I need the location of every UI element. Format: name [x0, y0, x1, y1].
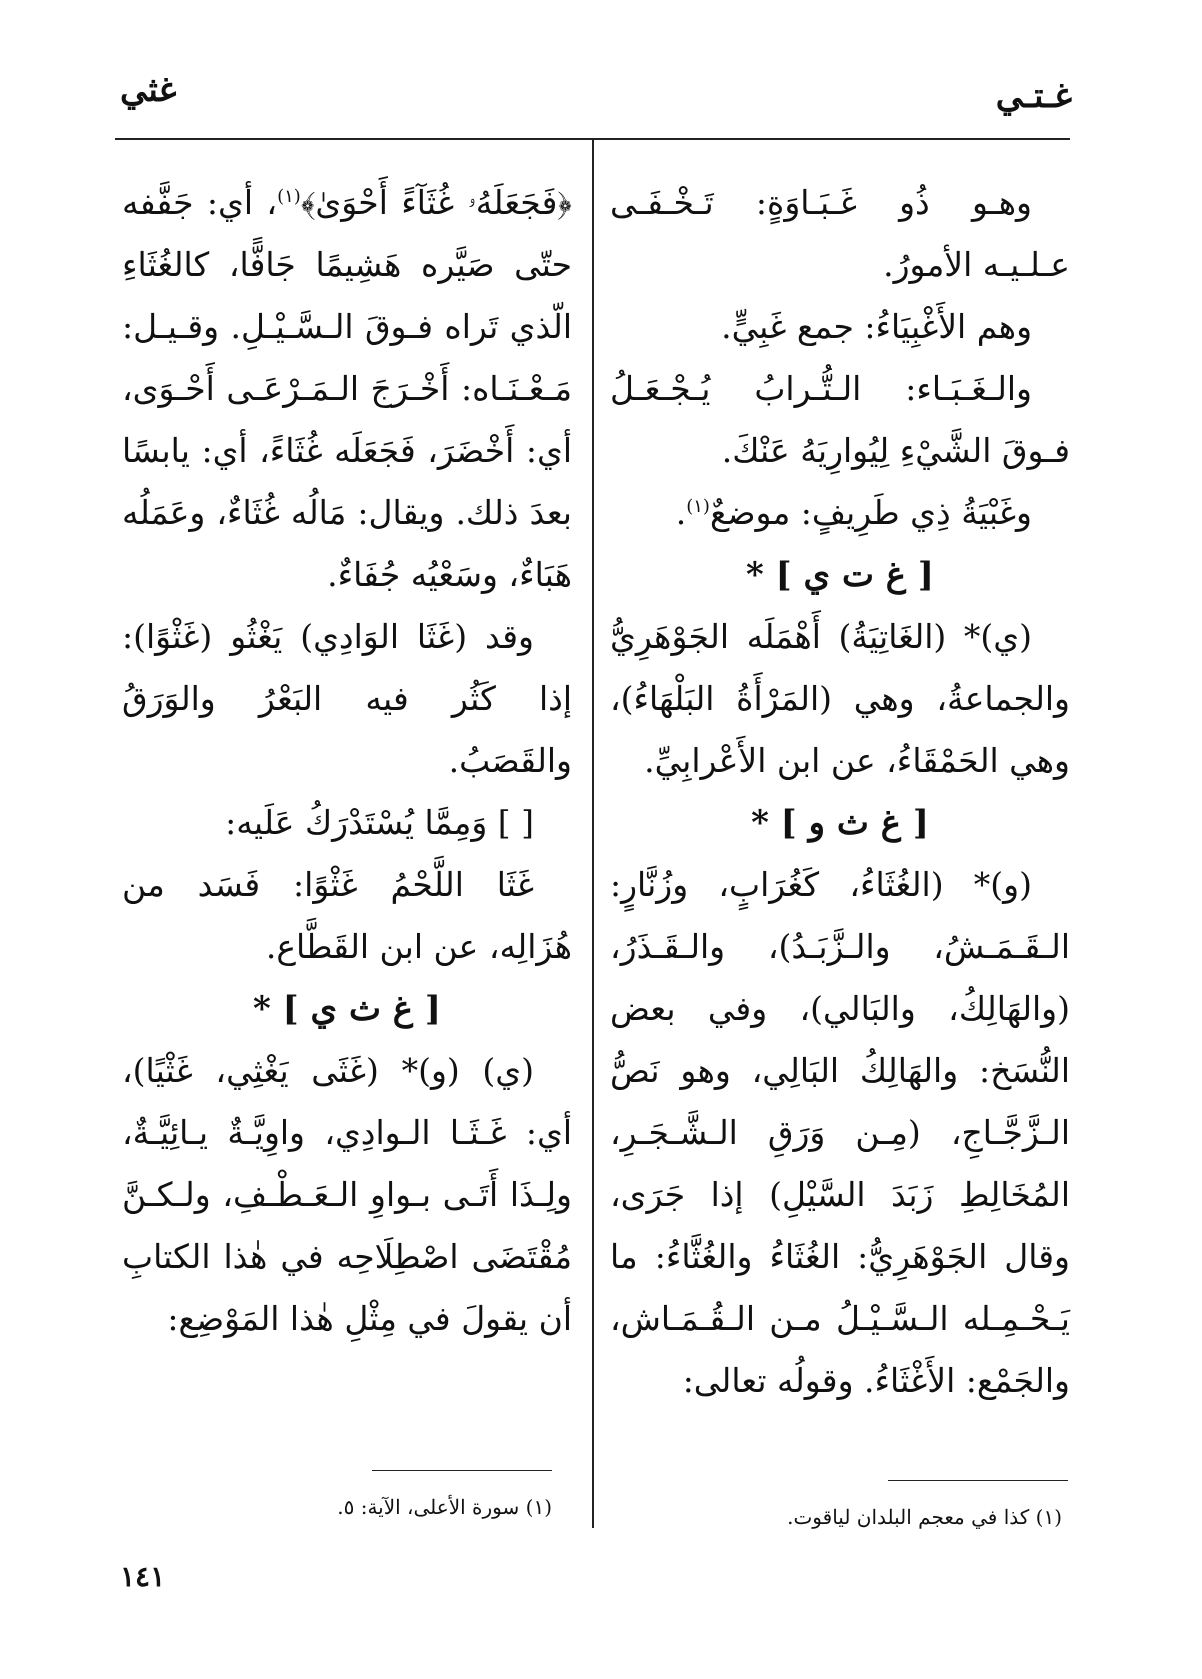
paragraph: وقد (غَثَا الوَادِي) يَغْثُو (غَثْوًا): إذا كَثُر فيه البَعْرُ والوَرَقُ والقَصَبُ.	[122, 617, 572, 780]
column-divider	[592, 140, 594, 1528]
page-number: ١٤١	[120, 1560, 166, 1593]
quran-quote: ﴿فَجَعَلَهُۥ غُثَآءً أَحْوَىٰ﴾	[300, 183, 572, 222]
paragraph: (ي) (و)* (غَثَى يَغْثِي، غَثْيًا)، أي: غَـثَـا الـوادِي، واوِيَّـةٌ يـائِيَّـةٌ، ولِـذَا أَتَـى بـواوِ الـعَـطْـفِ، ولـكـنَّ مُقْتَضَى اصْطِلَاحِه في هٰذا الكتابِ أن يقولَ في مِثْلِ هٰذا المَوْضِع:	[122, 1051, 572, 1338]
paragraph: غَثَا اللَّحْمُ غَثْوًا: فَسَد من هُزَالِه، عن ابن القَطَّاع.	[122, 865, 572, 966]
entry-heading: [ غ ت ي ] *	[745, 555, 935, 595]
paragraph: وهم الأَغْبِيَاءُ: جمع غَبِيٍّ.	[721, 307, 1032, 346]
paragraph: والـغَـبَـاء: الـتُّـرابُ يُـجْـعَـلُ فـوقَ الشَّيْءِ لِيُوارِيَهُ عَنْكَ.	[610, 369, 1070, 470]
footnote-left: (١) سورة الأعلى، الآية: ٥.	[337, 1495, 552, 1519]
footnote-marker: (١)	[686, 496, 710, 517]
paragraph-end: .	[675, 493, 687, 532]
footnote-rule-left	[372, 1470, 552, 1471]
right-column	[610, 172, 1070, 1412]
paragraph: (و)* (الغُثَاءُ، كَغُرَابٍ، وزُنَّارٍ: الـقَـمَـشُ، والـزَّبَـدُ)، والـقَـذَرُ، (والهَالِكُ، والبَالي)، وفي بعض النُّسَخ: والهَالِكُ البَالِي، وهو نَصُّ الـزَّجَّـاجِ، (مِـن وَرَقِ الـشَّـجَـرِ، المُخَالِطِ زَبَدَ السَّيْلِ) إذا جَرَى، وقال الجَوْهَرِيُّ: الغُثَاءُ والغُثَّاءُ: ما يَـحْـمِـله الـسَّـيْـلُ مـن الـقُـمَـاش، والجَمْع: الأَغْثَاءُ. وقولُه تعالى:	[610, 865, 1070, 1400]
footnote-marker: (١)	[277, 186, 301, 207]
paragraph	[610, 482, 1070, 544]
paragraph	[122, 172, 572, 606]
paragraph: (ي)* (الغَاتِيَةُ) أَهْمَلَه الجَوْهَرِيُّ والجماعةُ، وهي (المَرْأَةُ البَلْهَاءُ)، وهي الحَمْقَاءُ، عن ابن الأَعْرابِيِّ.	[610, 617, 1070, 780]
paragraph: وهـو ذُو غَـبَـاوَةٍ: تَـخْـفَـى عـلـيـه الأمورُ.	[610, 183, 1070, 284]
footnote-right: (١) كذا في معجم البلدان لياقوت.	[787, 1505, 1062, 1529]
footnote-rule-right	[888, 1480, 1068, 1481]
entry-heading: [ غ ث ي ] *	[252, 989, 442, 1029]
running-head-right: غـتـي	[995, 76, 1072, 116]
entry-heading: [ غ ث و ] *	[751, 803, 929, 843]
paragraph-text: ، أي: جَفَّفه حتّى صَيَّره هَشِيمًا جَافًّا، كالغُثَاءِ الّذي تَراه فـوقَ الـسَّـيْـلِ. وقـيـل: مَـعْـنَـاه: أَخْـرَجَ الـمَـرْعَـى أَحْـوَى، أي: أَخْضَرَ، فَجَعَلَه غُثَاءً، أي: يابسًا بعدَ ذلك. ويقال: مَالُه غُثَاءٌ، وعَمَلُه هَبَاءٌ، وسَعْيُه جُفَاءٌ.	[122, 183, 572, 594]
paragraph-text: وغَبْيَةُ ذِي طَرِيفٍ: موضعٌ	[709, 493, 1032, 532]
left-column	[122, 172, 572, 1350]
running-head-left: غثي	[120, 70, 177, 110]
paragraph: [ ] وَمِمَّا يُسْتَدْرَكُ عَلَيه:	[225, 803, 534, 842]
